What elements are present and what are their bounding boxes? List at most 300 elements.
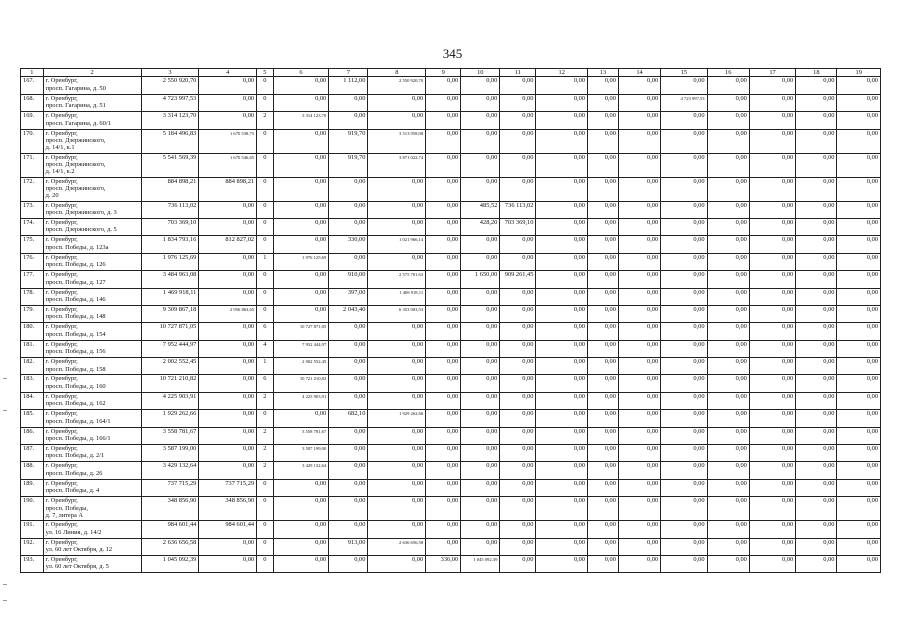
- scan-mark: [3, 600, 7, 601]
- address-line: г. Оренбург,: [45, 462, 78, 470]
- address-line: просп. Победы, д. 154: [45, 330, 106, 338]
- value-cell: 1 976 125,69: [141, 253, 199, 270]
- value-cell: 0,00: [273, 479, 329, 496]
- row-index: 182.: [21, 358, 44, 375]
- value-cell: 0,00: [329, 201, 368, 218]
- value-cell: 0,00: [536, 271, 588, 288]
- value-cell: 0,00: [588, 288, 619, 305]
- value-cell: 0,00: [199, 556, 257, 573]
- value-cell: 1: [257, 358, 273, 375]
- value-cell: 0,00: [661, 201, 707, 218]
- value-cell: 0,00: [500, 556, 536, 573]
- value-cell: 0,00: [500, 521, 536, 538]
- value-cell: 0,00: [199, 375, 257, 392]
- value-cell: 0,00: [837, 427, 881, 444]
- address-cell: [43, 358, 141, 375]
- value-cell: 0,00: [661, 271, 707, 288]
- value-cell: 0,00: [588, 462, 619, 479]
- value-cell: 2: [257, 445, 273, 462]
- value-cell: 1 929 262,66: [141, 410, 199, 427]
- value-cell: 2 636 656,58: [368, 538, 426, 555]
- address-line: ул. 16 Линия, д. 14/2: [45, 528, 102, 536]
- value-cell: 2 550 920,70: [368, 77, 426, 94]
- value-cell: 0,00: [273, 77, 329, 94]
- value-cell: 0,00: [661, 218, 707, 235]
- value-cell: 0,00: [661, 305, 707, 322]
- value-cell: 0,00: [588, 129, 619, 153]
- value-cell: 0,00: [837, 177, 881, 201]
- value-cell: 0,00: [796, 201, 837, 218]
- value-cell: 0,00: [273, 288, 329, 305]
- value-cell: 0,00: [500, 236, 536, 253]
- value-cell: 0,00: [500, 392, 536, 409]
- value-cell: 0,00: [749, 153, 795, 177]
- table-body: [21, 77, 881, 573]
- value-cell: 0,00: [536, 340, 588, 357]
- value-cell: 0,00: [199, 392, 257, 409]
- value-cell: 0,00: [796, 153, 837, 177]
- value-cell: 1 670 538,75: [199, 129, 257, 153]
- row-index: 192.: [21, 538, 44, 555]
- value-cell: 0: [257, 521, 273, 538]
- value-cell: 348 856,90: [141, 497, 199, 521]
- value-cell: 0,00: [368, 218, 426, 235]
- value-cell: 0,00: [368, 375, 426, 392]
- value-cell: 0,00: [426, 153, 461, 177]
- address-cell: [43, 177, 141, 201]
- value-cell: 0,00: [749, 340, 795, 357]
- value-cell: 0,00: [368, 521, 426, 538]
- value-cell: 884 898,21: [141, 177, 199, 201]
- value-cell: 0,00: [796, 340, 837, 357]
- row-index: 173.: [21, 201, 44, 218]
- value-cell: 812 827,02: [199, 236, 257, 253]
- address-line: просп. Дзержинского,: [45, 184, 106, 192]
- address-cell: [43, 305, 141, 322]
- value-cell: 0,00: [461, 94, 500, 111]
- value-cell: 0,00: [618, 236, 660, 253]
- value-cell: 0,00: [588, 271, 619, 288]
- value-cell: 397,00: [329, 288, 368, 305]
- value-cell: 0,00: [707, 427, 749, 444]
- value-cell: 0,00: [273, 236, 329, 253]
- value-cell: 0,00: [618, 271, 660, 288]
- value-cell: 0,00: [368, 358, 426, 375]
- value-cell: 0,00: [661, 392, 707, 409]
- value-cell: 0,00: [199, 445, 257, 462]
- value-cell: 0,00: [618, 323, 660, 340]
- value-cell: 0,00: [368, 497, 426, 521]
- value-cell: 0,00: [461, 236, 500, 253]
- value-cell: 919,70: [329, 153, 368, 177]
- value-cell: 0,00: [536, 112, 588, 129]
- value-cell: 0,00: [588, 340, 619, 357]
- value-cell: 0,00: [426, 177, 461, 201]
- value-cell: 0: [257, 177, 273, 201]
- value-cell: 0,00: [661, 340, 707, 357]
- column-header: 17: [749, 69, 795, 77]
- value-cell: 0,00: [661, 497, 707, 521]
- value-cell: 0,00: [837, 253, 881, 270]
- value-cell: 0,00: [426, 201, 461, 218]
- value-cell: 0,00: [199, 462, 257, 479]
- value-cell: 0,00: [837, 201, 881, 218]
- value-cell: 0,00: [796, 479, 837, 496]
- value-cell: 0,00: [368, 201, 426, 218]
- value-cell: 0,00: [796, 410, 837, 427]
- value-cell: 0,00: [588, 177, 619, 201]
- value-cell: 0,00: [588, 201, 619, 218]
- row-index: 177.: [21, 271, 44, 288]
- value-cell: 3 429 132,64: [141, 462, 199, 479]
- value-cell: 0,00: [273, 129, 329, 153]
- value-cell: 0,00: [707, 236, 749, 253]
- value-cell: 736 113,02: [500, 201, 536, 218]
- value-cell: 0,00: [707, 521, 749, 538]
- value-cell: 9 309 867,18: [141, 305, 199, 322]
- value-cell: 0: [257, 94, 273, 111]
- address-line: просп. Гагарина, д. 50: [45, 84, 106, 92]
- value-cell: 0,00: [796, 305, 837, 322]
- value-cell: 10 721 210,82: [273, 375, 329, 392]
- value-cell: 0,00: [618, 253, 660, 270]
- row-index: 178.: [21, 288, 44, 305]
- value-cell: 4 225 903,91: [273, 392, 329, 409]
- value-cell: 0,00: [837, 340, 881, 357]
- value-cell: 0,00: [329, 497, 368, 521]
- value-cell: 0,00: [618, 153, 660, 177]
- address-line: просп. Победы, д. 164/1: [45, 417, 111, 425]
- value-cell: 0,00: [749, 305, 795, 322]
- column-header: 13: [588, 69, 619, 77]
- value-cell: 6: [257, 375, 273, 392]
- value-cell: 0,00: [796, 462, 837, 479]
- value-cell: 0,00: [661, 112, 707, 129]
- address-line: г. Оренбург,: [45, 253, 78, 261]
- value-cell: 0,00: [661, 427, 707, 444]
- address-line: г. Оренбург,: [45, 271, 78, 279]
- value-cell: 0,00: [426, 271, 461, 288]
- row-index: 186.: [21, 427, 44, 444]
- value-cell: 0,00: [461, 129, 500, 153]
- value-cell: 2 575 701,63: [368, 271, 426, 288]
- value-cell: 0,00: [661, 358, 707, 375]
- address-line: просп. Победы, д. 158: [45, 365, 106, 373]
- value-cell: 0,00: [368, 427, 426, 444]
- value-cell: 0,00: [500, 253, 536, 270]
- value-cell: 0,00: [749, 129, 795, 153]
- value-cell: 428,20: [461, 218, 500, 235]
- column-number-row: [21, 69, 881, 77]
- value-cell: 0,00: [536, 445, 588, 462]
- value-cell: 0,00: [618, 94, 660, 111]
- value-cell: 919,70: [329, 129, 368, 153]
- table-row: [21, 236, 881, 253]
- value-cell: 0,00: [426, 340, 461, 357]
- value-cell: 3 587 199,00: [141, 445, 199, 462]
- value-cell: 0,00: [536, 77, 588, 94]
- address-cell: [43, 236, 141, 253]
- column-header: 1: [21, 69, 44, 77]
- value-cell: 0,00: [273, 271, 329, 288]
- value-cell: 0,00: [796, 288, 837, 305]
- value-cell: 0,00: [426, 129, 461, 153]
- value-cell: 913,00: [329, 538, 368, 555]
- value-cell: 0,00: [536, 410, 588, 427]
- value-cell: 0,00: [500, 479, 536, 496]
- value-cell: 0,00: [461, 497, 500, 521]
- value-cell: 0,00: [749, 288, 795, 305]
- value-cell: 0,00: [661, 410, 707, 427]
- value-cell: 0,00: [461, 177, 500, 201]
- value-cell: 0,00: [368, 177, 426, 201]
- value-cell: 0: [257, 201, 273, 218]
- value-cell: 0,00: [661, 462, 707, 479]
- value-cell: 0,00: [749, 358, 795, 375]
- address-line: г. Оренбург,: [45, 410, 78, 418]
- value-cell: 0: [257, 236, 273, 253]
- value-cell: 0,00: [273, 410, 329, 427]
- address-cell: [43, 129, 141, 153]
- value-cell: 0,00: [796, 236, 837, 253]
- value-cell: 5 184 496,83: [141, 129, 199, 153]
- address-line: просп. Победы, д. 160: [45, 382, 106, 390]
- value-cell: 0,00: [707, 271, 749, 288]
- value-cell: 909 261,45: [500, 271, 536, 288]
- value-cell: 0,00: [749, 94, 795, 111]
- value-cell: 0,00: [461, 112, 500, 129]
- value-cell: 0,00: [618, 462, 660, 479]
- row-index: 187.: [21, 445, 44, 462]
- value-cell: 0,00: [707, 218, 749, 235]
- value-cell: 0,00: [588, 218, 619, 235]
- value-cell: 2 002 552,45: [141, 358, 199, 375]
- value-cell: 0,00: [273, 497, 329, 521]
- value-cell: 0,00: [329, 556, 368, 573]
- value-cell: 0,00: [536, 392, 588, 409]
- value-cell: 0,00: [536, 375, 588, 392]
- value-cell: 0,00: [329, 479, 368, 496]
- value-cell: 0,00: [461, 340, 500, 357]
- value-cell: 0,00: [796, 253, 837, 270]
- value-cell: 0,00: [837, 445, 881, 462]
- row-index: 175.: [21, 236, 44, 253]
- value-cell: 0,00: [618, 427, 660, 444]
- address-cell: [43, 94, 141, 111]
- row-index: 180.: [21, 323, 44, 340]
- value-cell: 0,00: [837, 556, 881, 573]
- row-index: 181.: [21, 340, 44, 357]
- value-cell: 1 021 966,14: [368, 236, 426, 253]
- value-cell: 0,00: [536, 358, 588, 375]
- value-cell: 0,00: [368, 556, 426, 573]
- value-cell: 0,00: [199, 218, 257, 235]
- value-cell: 984 601,44: [141, 521, 199, 538]
- value-cell: 0,00: [500, 538, 536, 555]
- address-line: просп. Победы, д. 156: [45, 348, 106, 356]
- address-cell: [43, 375, 141, 392]
- value-cell: 0,00: [661, 253, 707, 270]
- value-cell: 0: [257, 271, 273, 288]
- data-table: [20, 68, 881, 573]
- column-header: 6: [273, 69, 329, 77]
- value-cell: 3 558 781,67: [273, 427, 329, 444]
- value-cell: 0,00: [588, 497, 619, 521]
- value-cell: 0,00: [796, 556, 837, 573]
- value-cell: 0,00: [426, 497, 461, 521]
- value-cell: 0,00: [199, 427, 257, 444]
- value-cell: 0,00: [618, 497, 660, 521]
- value-cell: 0,00: [536, 556, 588, 573]
- address-cell: [43, 497, 141, 521]
- address-line: г. Оренбург,: [45, 201, 78, 209]
- value-cell: 0,00: [618, 445, 660, 462]
- value-cell: 1 112,00: [329, 77, 368, 94]
- row-index: 184.: [21, 392, 44, 409]
- address-line: г. Оренбург,: [45, 323, 78, 331]
- value-cell: 0,00: [588, 479, 619, 496]
- value-cell: 0,00: [461, 288, 500, 305]
- value-cell: 0,00: [749, 427, 795, 444]
- value-cell: 0,00: [536, 236, 588, 253]
- address-line: просп. Гагарина, д. 60/1: [45, 119, 111, 127]
- address-cell: [43, 445, 141, 462]
- row-index: 189.: [21, 479, 44, 496]
- address-line: г. Оренбург,: [45, 218, 78, 226]
- row-index: 167.: [21, 77, 44, 94]
- value-cell: 0,00: [588, 153, 619, 177]
- value-cell: 2: [257, 392, 273, 409]
- value-cell: 0,00: [707, 556, 749, 573]
- address-line: д. 14/1, к.2: [45, 168, 75, 176]
- value-cell: 0,00: [199, 77, 257, 94]
- address-cell: [43, 153, 141, 177]
- value-cell: 5 541 569,39: [141, 153, 199, 177]
- row-index: 171.: [21, 153, 44, 177]
- row-index: 188.: [21, 462, 44, 479]
- value-cell: 0,00: [707, 153, 749, 177]
- value-cell: 0,00: [618, 129, 660, 153]
- value-cell: 0,00: [500, 177, 536, 201]
- value-cell: 0,00: [707, 94, 749, 111]
- value-cell: 0,00: [588, 521, 619, 538]
- value-cell: 0,00: [588, 236, 619, 253]
- value-cell: 0,00: [796, 521, 837, 538]
- value-cell: 0,00: [837, 77, 881, 94]
- value-cell: 0,00: [426, 427, 461, 444]
- value-cell: 0,00: [661, 129, 707, 153]
- column-header: 19: [837, 69, 881, 77]
- value-cell: 0,00: [426, 288, 461, 305]
- value-cell: 0,00: [837, 236, 881, 253]
- value-cell: 0,00: [749, 556, 795, 573]
- value-cell: 0,00: [368, 323, 426, 340]
- value-cell: 0,00: [588, 445, 619, 462]
- value-cell: 0,00: [618, 375, 660, 392]
- value-cell: 0,00: [661, 538, 707, 555]
- value-cell: 0,00: [426, 94, 461, 111]
- value-cell: 0: [257, 497, 273, 521]
- value-cell: 0,00: [536, 323, 588, 340]
- value-cell: 0,00: [461, 305, 500, 322]
- value-cell: 0: [257, 288, 273, 305]
- table-row: [21, 445, 881, 462]
- value-cell: 0,00: [661, 323, 707, 340]
- value-cell: 0,00: [536, 177, 588, 201]
- value-cell: 0,00: [618, 538, 660, 555]
- address-cell: [43, 77, 141, 94]
- table-row: [21, 112, 881, 129]
- value-cell: 0: [257, 410, 273, 427]
- value-cell: 0,00: [707, 112, 749, 129]
- value-cell: 0,00: [536, 253, 588, 270]
- value-cell: 0,00: [661, 375, 707, 392]
- address-cell: [43, 410, 141, 427]
- address-line: г. Оренбург,: [45, 497, 78, 505]
- value-cell: 0,00: [500, 427, 536, 444]
- value-cell: 0,00: [837, 538, 881, 555]
- value-cell: 0,00: [500, 445, 536, 462]
- value-cell: 0,00: [426, 538, 461, 555]
- address-cell: [43, 462, 141, 479]
- value-cell: 0,00: [536, 462, 588, 479]
- address-line: просп. Победы, д. 123а: [45, 243, 109, 251]
- value-cell: 0,00: [749, 77, 795, 94]
- value-cell: 0,00: [536, 538, 588, 555]
- value-cell: 0,00: [273, 201, 329, 218]
- value-cell: 1 834 793,16: [141, 236, 199, 253]
- value-cell: 0,00: [749, 271, 795, 288]
- address-line: просп. Победы, д. 2/1: [45, 452, 105, 460]
- address-line: г. Оренбург,: [45, 479, 78, 487]
- value-cell: 0,00: [837, 358, 881, 375]
- table-row: [21, 521, 881, 538]
- value-cell: 0,00: [618, 556, 660, 573]
- address-cell: [43, 323, 141, 340]
- value-cell: 0,00: [661, 77, 707, 94]
- value-cell: 0,00: [536, 94, 588, 111]
- row-index: 191.: [21, 521, 44, 538]
- address-line: просп. Дзержинского,: [45, 136, 106, 144]
- value-cell: 0,00: [707, 305, 749, 322]
- address-line: д. 20: [45, 192, 59, 200]
- value-cell: 0: [257, 538, 273, 555]
- value-cell: 0,00: [618, 177, 660, 201]
- value-cell: 0,00: [661, 236, 707, 253]
- value-cell: 0,00: [707, 375, 749, 392]
- value-cell: 0,00: [273, 218, 329, 235]
- row-index: 176.: [21, 253, 44, 270]
- value-cell: 1 469 918,11: [368, 288, 426, 305]
- value-cell: 2 550 920,70: [141, 77, 199, 94]
- value-cell: 0,00: [749, 201, 795, 218]
- value-cell: 0,00: [837, 521, 881, 538]
- address-line: просп. Победы, д. 26: [45, 469, 103, 477]
- value-cell: 0,00: [796, 218, 837, 235]
- value-cell: 0,00: [273, 94, 329, 111]
- address-line: просп. Победы, д. 166/1: [45, 435, 111, 443]
- value-cell: 0,00: [796, 94, 837, 111]
- value-cell: 0,00: [661, 445, 707, 462]
- value-cell: 0,00: [329, 112, 368, 129]
- row-index: 172.: [21, 177, 44, 201]
- address-line: просп. Победы, д. 162: [45, 400, 106, 408]
- value-cell: 0,00: [329, 462, 368, 479]
- value-cell: 0,00: [661, 288, 707, 305]
- value-cell: 0,00: [536, 288, 588, 305]
- value-cell: 0,00: [536, 521, 588, 538]
- value-cell: 0,00: [368, 462, 426, 479]
